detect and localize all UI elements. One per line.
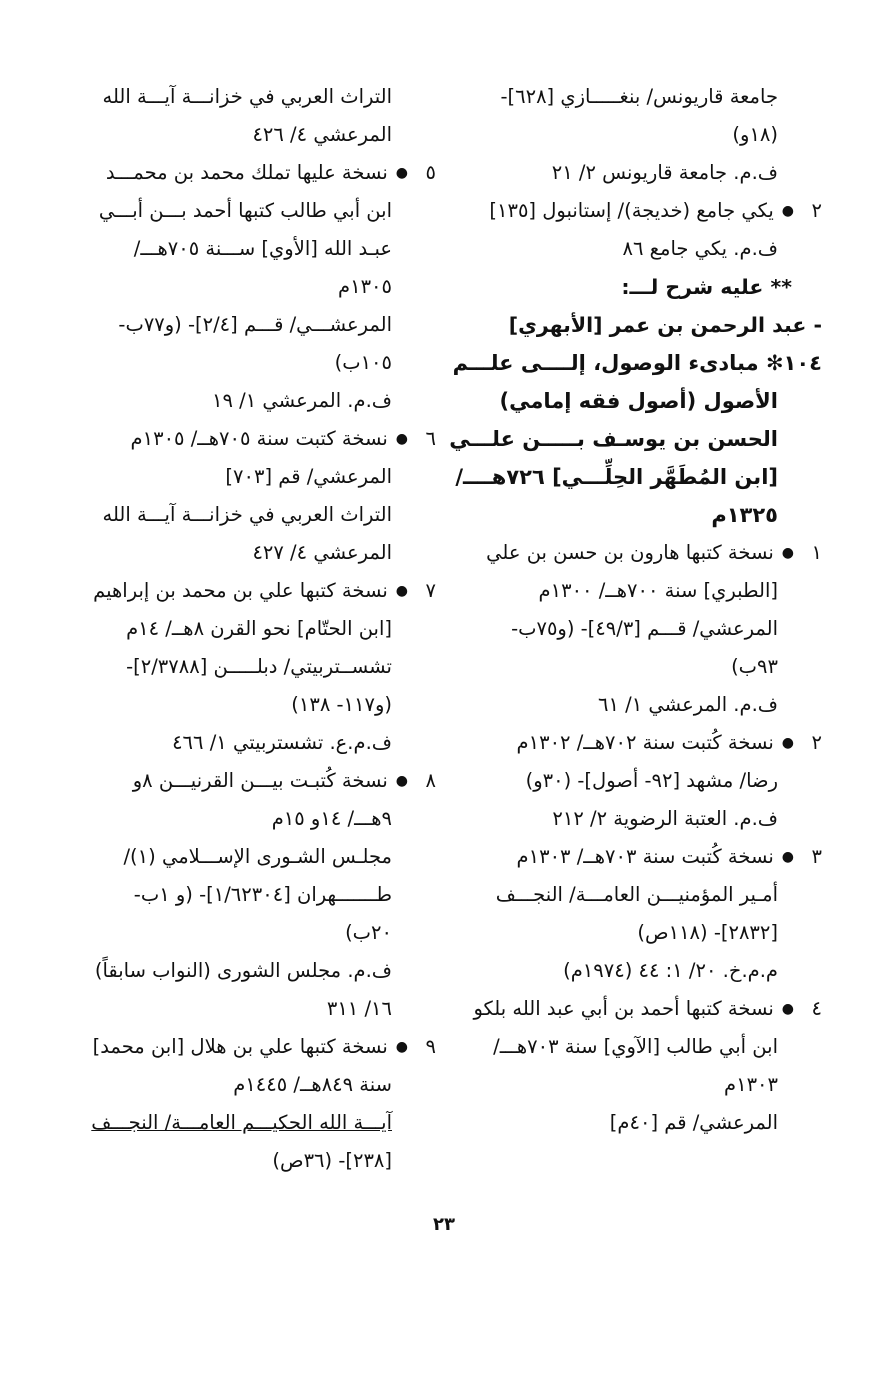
line-text: الحسن بن يوسـف بـــــن علـــي: [449, 427, 778, 451]
right-column: [449, 78, 822, 1142]
right-column-line: [462, 838, 822, 876]
line-text: نسخة عليها تملك محمد بن محمـــد: [105, 161, 388, 184]
entry-number: ٨: [425, 769, 436, 792]
line-text: نسخة كتبت سنة ٧٠٥هــ/ ١٣٠٥م: [130, 427, 388, 450]
line-text: ١٣٢٥م: [711, 503, 778, 527]
line-text: يكي جامع (خديجة)/ إستانبول [١٣٥]: [489, 199, 774, 222]
left-column-line: [76, 458, 436, 496]
right-column-line: [462, 306, 822, 344]
line-text: ٩٣ب): [731, 655, 778, 678]
line-text: [الطبري] سنة ٧٠٠هــ/ ١٣٠٠م: [538, 579, 778, 602]
entry-number: ٧: [425, 579, 436, 602]
left-column: [76, 78, 436, 1180]
right-column-line: [462, 116, 822, 154]
right-column-line: [462, 914, 822, 952]
line-text: نسخة كتبها علي بن هلال [ابن محمد]: [92, 1035, 388, 1058]
bullet-icon: ●: [395, 1039, 408, 1055]
right-column-line: [462, 800, 822, 838]
line-text: التراث العربي في خزانـــة آيـــة الله: [102, 85, 392, 108]
line-text: ٢٠ب): [345, 921, 392, 944]
left-column-line: [76, 344, 436, 382]
right-column-line: [462, 762, 822, 800]
entry-number: ٢: [811, 731, 822, 754]
left-column-line: [76, 382, 436, 420]
entry-number: ٣: [811, 845, 822, 868]
line-text: أمـير المؤمنيـــن العامـــة/ النجـــف: [495, 883, 778, 906]
left-column-line: [76, 420, 436, 458]
right-column-line: [462, 724, 822, 762]
line-text: نسخة كُتبت سنة ٧٠٣هــ/ ١٣٠٣م: [516, 845, 774, 868]
entry-number: ١: [811, 541, 822, 564]
line-text: المرعشي/ قـــم [٤٩/٣]- (و٧٥ب-: [511, 617, 778, 640]
line-text: نسخة كتبها هارون بن حسن بن علي: [486, 541, 774, 564]
line-text: الأصول (أصول فقه إمامي): [499, 389, 778, 413]
line-text: ف.م. يكي جامع ٨٦: [622, 237, 778, 260]
bullet-icon: ●: [395, 165, 408, 181]
left-column-line: [76, 876, 436, 914]
line-text: (١٨و): [732, 123, 778, 146]
right-column-line: [462, 610, 822, 648]
right-column-line: [455, 458, 822, 496]
bullet-icon: ●: [395, 431, 408, 447]
left-column-line: [76, 268, 436, 306]
line-text: م.م.خ. ٢٠/ ١: ٤٤ (١٩٧٤م): [563, 959, 778, 982]
right-column-line: [462, 382, 822, 420]
line-text: المرعشي/ قم [٧٠٣]: [225, 465, 392, 488]
right-column-line: [462, 990, 822, 1028]
left-column-line: [76, 116, 436, 154]
line-text: ٩هـــ/ ١٤و ١٥م: [271, 807, 392, 830]
bullet-icon: ●: [781, 849, 794, 865]
left-column-line: [76, 724, 436, 762]
line-text: طـــــــهران [١/٦٢٣٠٤]- (و ١ب-: [133, 883, 392, 906]
left-column-line: [76, 914, 436, 952]
right-column-line: [462, 154, 822, 192]
right-column-line: [462, 572, 822, 610]
right-column-line: [462, 952, 822, 990]
line-text: ف.م.ع. تشستربيتي ١/ ٤٦٦: [172, 731, 392, 754]
left-column-line: [76, 648, 436, 686]
bullet-icon: ●: [395, 583, 408, 599]
left-column-line: [76, 230, 436, 268]
left-column-line: [76, 496, 436, 534]
line-text: نسخة كتبها أحمد بن أبي عبد الله بلكو: [473, 997, 774, 1020]
line-text: التراث العربي في خزانـــة آيـــة الله: [102, 503, 392, 526]
line-text: [ابن الحتّام] نحو القرن ٨هــ/ ١٤م: [126, 617, 392, 640]
right-column-line: [462, 686, 822, 724]
line-text: جامعة قاريونس/ بنغـــــازي [٦٢٨]-: [500, 85, 778, 108]
bullet-icon: ●: [781, 545, 794, 561]
left-column-line: [76, 78, 436, 116]
right-column-line: [449, 420, 822, 458]
line-text: المرعشـــي/ قـــم [٢/٤]- (و٧٧ب-: [118, 313, 392, 336]
line-text: [ابن المُطَهَّر الحِلِّـــي] ٧٢٦هــــ/: [455, 465, 778, 489]
left-column-line: [76, 838, 436, 876]
line-text: رضا/ مشهد [٩٢- أصول]- (٣٠و): [525, 769, 778, 792]
line-text: سنة ٨٤٩هــ/ ١٤٤٥م: [233, 1073, 392, 1096]
line-text: نسخة كُتبت سنة ٧٠٢هــ/ ١٣٠٢م: [516, 731, 774, 754]
line-text: ١٦/ ٣١١: [326, 997, 392, 1020]
left-column-line: [76, 306, 436, 344]
bullet-icon: ●: [781, 735, 794, 751]
right-column-line: [462, 268, 822, 306]
left-column-line: [76, 1104, 436, 1142]
left-column-line: [76, 762, 436, 800]
left-column-line: [76, 1028, 436, 1066]
right-column-line: [462, 192, 822, 230]
line-text: [٢٨٣٢]- (١١٨ص): [637, 921, 778, 944]
left-column-line: [76, 534, 436, 572]
right-column-line: [462, 1066, 822, 1104]
right-column-line: [462, 1028, 822, 1066]
left-column-line: [76, 610, 436, 648]
page-number: ٢٣: [433, 1214, 455, 1235]
left-column-line: [76, 686, 436, 724]
left-column-line: [76, 154, 436, 192]
right-column-line: [462, 78, 822, 116]
line-text: ١٣٠٣م: [724, 1073, 778, 1096]
line-text: (و١١٧- ١٣٨): [291, 693, 392, 716]
left-column-line: [76, 192, 436, 230]
right-column-line: [462, 534, 822, 572]
line-text: نسخة كُتبـت بيـــن القرنيـــن ٨و: [132, 769, 388, 792]
right-column-line: [452, 344, 822, 382]
entry-number: ٤: [811, 997, 822, 1020]
bullet-icon: ●: [395, 773, 408, 789]
right-column-line: [462, 230, 822, 268]
line-text: ١٠٤✻ مبادىء الوصول، إلــــى علـــم: [452, 351, 822, 375]
entry-number: ٦: [425, 427, 436, 450]
line-text: مجلـس الشـورى الإســـلامي (١)/: [123, 845, 392, 868]
left-column-line: [76, 1142, 436, 1180]
line-text: ف.م. مجلس الشورى (النواب سابقاً): [94, 959, 392, 982]
left-column-line: [76, 1066, 436, 1104]
left-column-line: [76, 800, 436, 838]
line-text: ١٣٠٥م: [338, 275, 392, 298]
line-text: ف.م. العتبة الرضوية ٢/ ٢١٢: [552, 807, 778, 830]
line-text: ف.م. المرعشي ١/ ١٩: [212, 389, 392, 412]
bullet-icon: ●: [781, 1001, 794, 1017]
entry-number: ٥: [425, 161, 436, 184]
line-text: المرعشي ٤/ ٤٢٦: [252, 123, 392, 146]
line-text: آيـــة الله الحكيـــم العامـــة/ النجـــف: [91, 1111, 392, 1134]
line-text: ١٠٥ب): [334, 351, 392, 374]
entry-number: ٩: [425, 1035, 436, 1058]
right-column-line: [462, 648, 822, 686]
line-text: ف.م. جامعة قاريونس ٢/ ٢١: [551, 161, 778, 184]
line-text: المرعشي ٤/ ٤٢٧: [252, 541, 392, 564]
line-text: تشســتربيتي/ دبلـــــن [٢/٣٧٨٨]-: [126, 655, 392, 678]
line-text: ابن أبي طالب كتبها أحمد بـــن أبـــي: [98, 199, 392, 222]
entry-number: ٢: [811, 199, 822, 222]
left-column-line: [76, 990, 436, 1028]
right-column-line: [462, 1104, 822, 1142]
line-text: نسخة كتبها علي بن محمد بن إبراهيم: [93, 579, 388, 602]
right-column-line: [462, 496, 822, 534]
line-text: - عبد الرحمن بن عمر [الأبهري]: [508, 313, 822, 337]
left-column-line: [76, 572, 436, 610]
bullet-icon: ●: [781, 203, 794, 219]
right-column-line: [462, 876, 822, 914]
line-text: عبـد الله [الأوي] ســـنة ٧٠٥هـــ/: [133, 237, 392, 260]
line-text: ابن أبي طالب [الآوي] سنة ٧٠٣هـــ/: [493, 1035, 778, 1058]
line-text: ** عليه شرح لـــ:: [621, 275, 792, 299]
line-text: [٢٣٨]- (٣٦ص): [272, 1149, 392, 1172]
line-text: المرعشي/ قم [٤٠م]: [609, 1111, 778, 1134]
line-text: ف.م. المرعشي ١/ ٦١: [598, 693, 778, 716]
left-column-line: [76, 952, 436, 990]
